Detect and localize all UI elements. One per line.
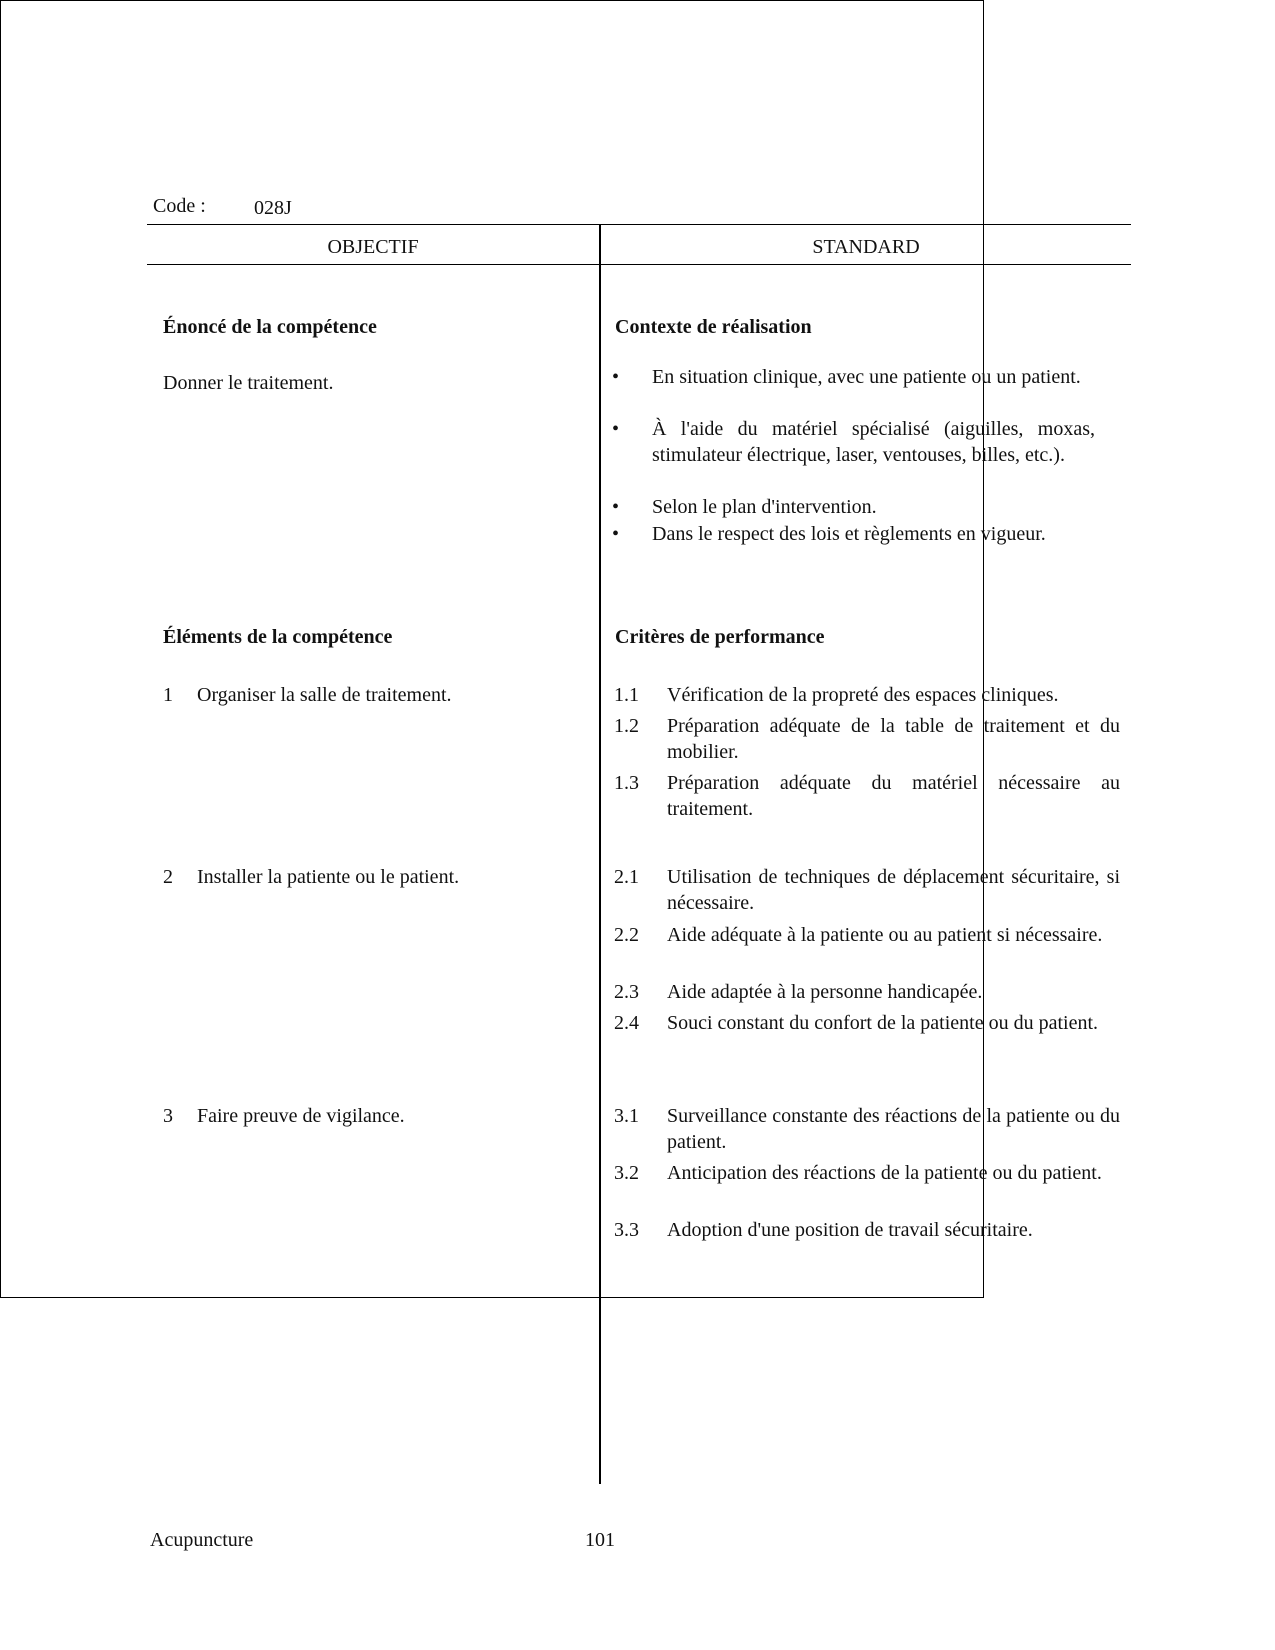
critere-number: 1.2 [614,715,639,737]
contexte-item: Dans le respect des lois et règlements en vigueur. [652,523,1046,545]
contexte-item: En situation clinique, avec une patiente ou un patient. [652,366,1081,388]
criteres-title: Critères de performance [615,626,825,648]
contexte-item: Selon le plan d'intervention. [652,496,877,518]
critere-number: 2.4 [614,1012,639,1034]
critere-number: 1.1 [614,684,639,706]
element-number: 3 [163,1105,173,1127]
critere-number: 2.3 [614,981,639,1003]
table-divider-code [147,224,1131,225]
critere-number: 3.2 [614,1162,639,1184]
bullet-icon [612,521,630,547]
critere-number: 3.3 [614,1219,639,1241]
element-number: 2 [163,866,173,888]
critere-number: 3.1 [614,1105,639,1127]
critere-text: Préparation adéquate du matériel nécessaire au traitement. [667,772,1120,820]
footer-program: Acupuncture [150,1529,254,1551]
bullet-icon [612,494,630,520]
critere-number: 1.3 [614,772,639,794]
element-text: Faire preuve de vigilance. [197,1105,405,1127]
elements-title: Éléments de la compétence [163,626,393,648]
enonce-title: Énoncé de la compétence [163,316,377,338]
critere-text: Souci constant du confort de la patiente ou du patient. [667,1012,1098,1034]
table-divider-header [147,264,1131,265]
critere-text: Aide adéquate à la patiente ou au patient si nécessaire. [667,924,1103,946]
bullet-icon [612,364,630,390]
table-column-divider [599,224,601,1484]
column-header-objectif: OBJECTIF [327,236,419,258]
critere-text: Préparation adéquate de la table de traitement et du mobilier. [667,715,1120,763]
page-number: 101 [585,1529,615,1551]
code-value: 028J [254,197,292,219]
element-number: 1 [163,684,173,706]
critere-text: Utilisation de techniques de déplacement sécuritaire, si nécessaire. [667,866,1120,914]
critere-number: 2.2 [614,924,639,946]
enonce-text: Donner le traitement. [163,372,334,394]
critere-text: Anticipation des réactions de la patiente ou du patient. [667,1162,1102,1184]
contexte-item: À l'aide du matériel spécialisé (aiguilles, moxas, stimulateur électrique, laser, ventouses, billes, etc.). [652,418,1095,466]
element-text: Installer la patiente ou le patient. [197,866,460,888]
critere-text: Vérification de la propreté des espaces cliniques. [667,684,1059,706]
critere-text: Surveillance constante des réactions de la patiente ou du patient. [667,1105,1120,1153]
contexte-title: Contexte de réalisation [615,316,812,338]
critere-text: Aide adaptée à la personne handicapée. [667,981,983,1003]
critere-number: 2.1 [614,866,639,888]
element-text: Organiser la salle de traitement. [197,684,452,706]
column-header-standard: STANDARD [812,236,920,258]
code-label: Code : [153,195,206,217]
bullet-icon [612,416,630,442]
critere-text: Adoption d'une position de travail sécuritaire. [667,1219,1033,1241]
